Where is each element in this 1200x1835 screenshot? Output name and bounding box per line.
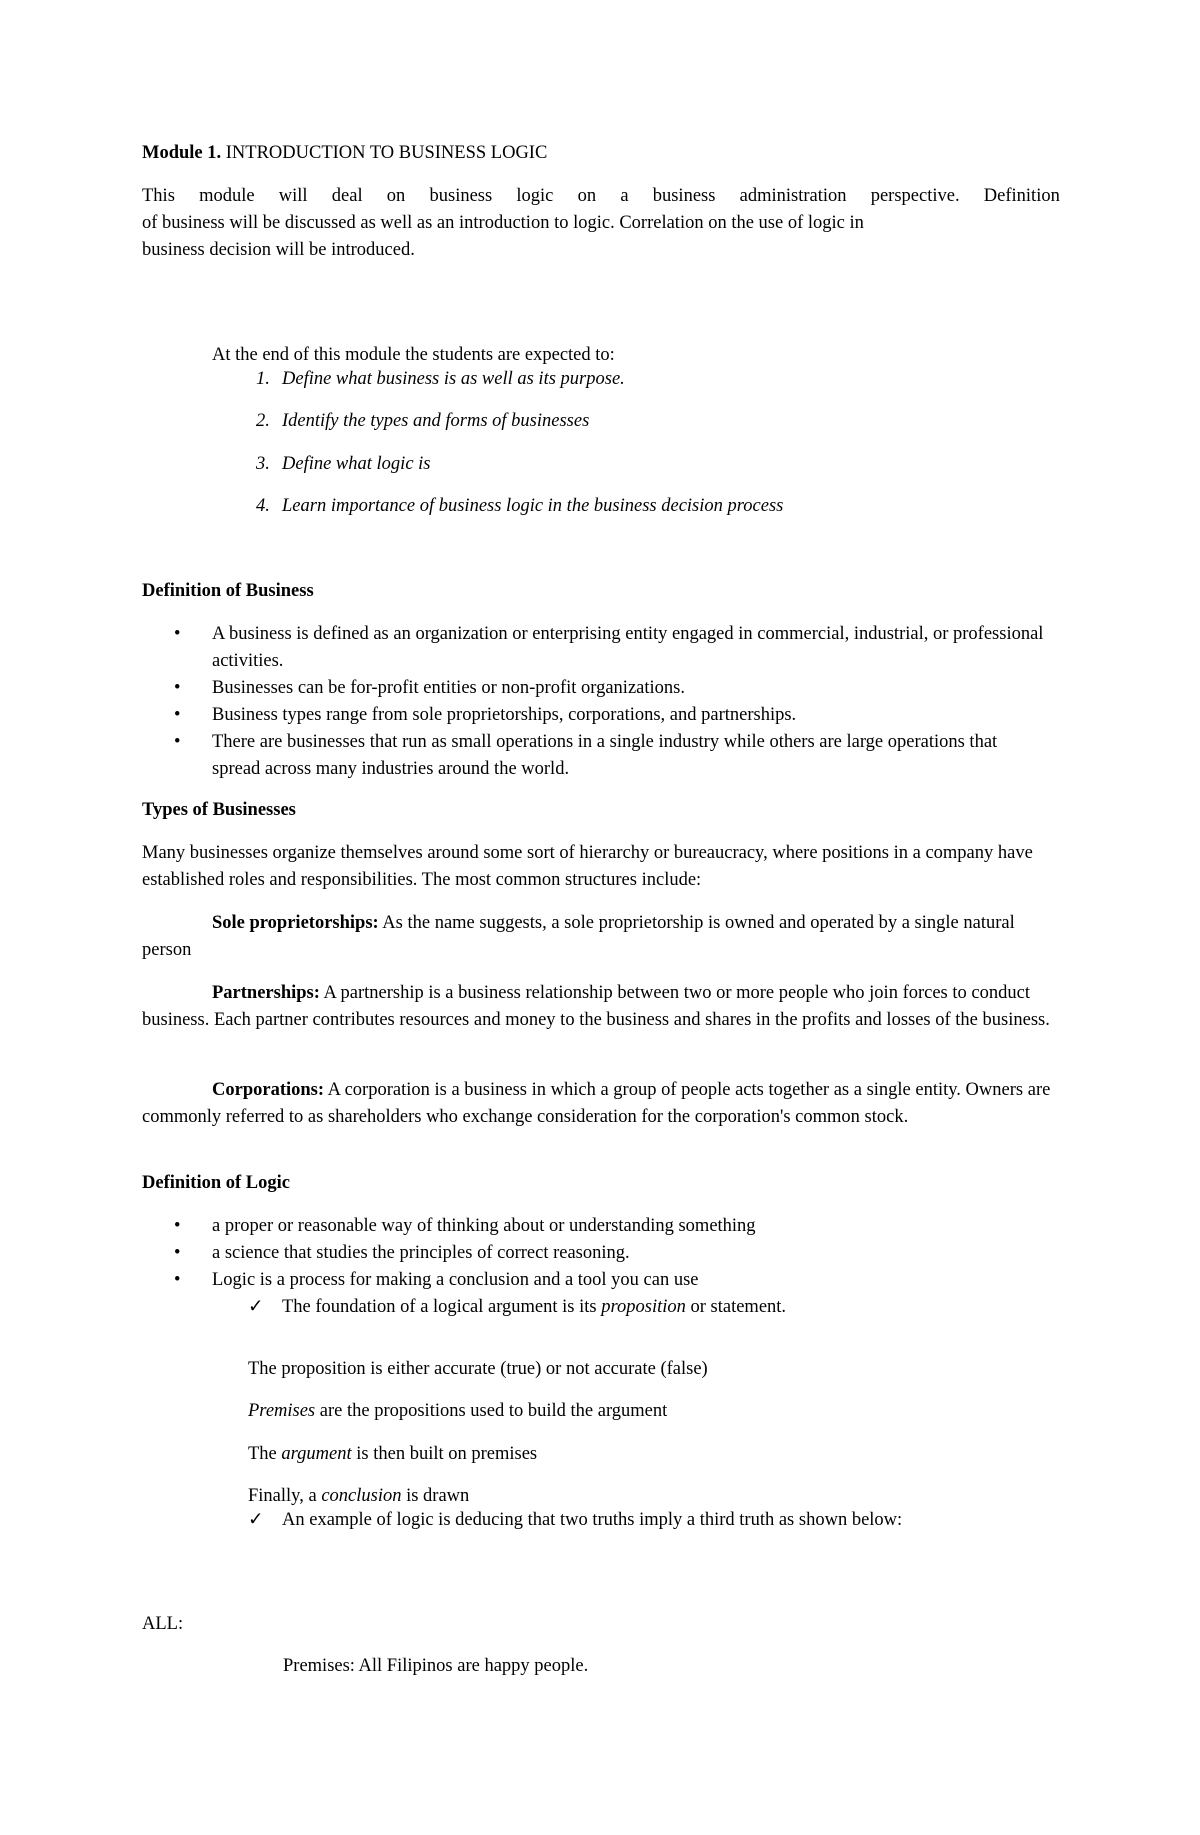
list-item: • A business is defined as an organization or enterprising entity engaged in commercial, industrial, or professional activities.: [142, 621, 1060, 675]
bullet-icon: •: [174, 1216, 181, 1236]
list-item: • Logic is a process for making a conclusion and a tool you can use: [142, 1267, 1060, 1294]
sole-proprietorship-paragraph: Sole proprietorships: As the name suggests, a sole proprietorship is owned and operated by a single natural person: [142, 913, 1015, 960]
objective-item: 1. Define what business is as well as its purpose.: [256, 369, 625, 389]
intro-word: a: [620, 186, 629, 206]
intro-word: module: [199, 186, 255, 206]
intro-word: perspective.: [870, 186, 960, 206]
intro-word: on: [577, 186, 597, 206]
document-page: Module 1. INTRODUCTION TO BUSINESS LOGIC This module will deal on business logic on a business administration perspective. Definition of business will be discussed as well as an introduction to logic. Correlation on the use of logic in business decision will be introduced. At the end of this module the students are expected to: 1. Define what business is as well as its purpose. 2. Identify the types and forms of businesses 3. Define what logic is 4. Learn importance of business logic in the business decision process Definition of Business • A business is defined as an organization or enterprising entity engaged in commercial, industrial, or professional activities. • Businesses can be for-profit entities or non-profit organizations. • Business types range from sole proprietorships, corporations, and partnerships. • There are businesses that run as small operations in a single industry while others are large operations that spread across many industries around the world. Types of Businesses Many businesses organize themselves around some sort of hierarchy or bureaucracy, where positions in a company have established roles and responsibilities. The most common structures include: Sole proprietorships: As the name suggests, a sole proprietorship is owned and operated by a single natural person Partnerships: A partnership is a business relationship between two or more people who join forces to conduct business. Each partner contributes resources and money to the business and shares in the profits and losses of the business. Corporations: A corporation is a business in which a group of people acts together as a single entity. Owners are commonly referred to as shareholders who exchange consideration for the corporation's common stock. Definition of Logic • a proper or reasonable way of thinking about or understanding something • a science that studies the principles of correct reasoning. • Logic is a process for making a conclusion and a tool you can use ✓ The foundation of a logical argument is its proposition or statement. The proposition is either accurate (true) or not accurate (false) Premises are the propositions used to build the argument The argument is then built on premises Finally, a conclusion is drawn ✓ An example of logic is deducing that two truths imply a third truth as shown below: ALL: Premises: All Filipinos are happy people.: [0, 0, 1200, 1835]
checkmark-icon: ✓: [248, 1510, 264, 1530]
list-item: • a proper or reasonable way of thinking about or understanding something: [142, 1213, 1060, 1240]
intro-word: logic: [516, 186, 554, 206]
example-premise: Premises: All Filipinos are happy people.: [283, 1655, 589, 1676]
example-label: ALL:: [142, 1613, 184, 1634]
intro-word: on: [386, 186, 406, 206]
list-item: • Business types range from sole proprietorships, corporations, and partnerships.: [142, 702, 1060, 729]
objective-item: 2. Identify the types and forms of businesses: [256, 411, 590, 431]
heading-definition-business: Definition of Business: [142, 581, 314, 601]
conclusion-line: Finally, a conclusion is drawn: [248, 1485, 470, 1506]
intro-paragraph: [142, 183, 1060, 264]
bullet-icon: •: [174, 1270, 181, 1290]
business-definition-list: [142, 621, 1060, 783]
partnership-paragraph: Partnerships: A partnership is a business relationship between two or more people who join forces to conduct business. Each partner contributes resources and money to the business and shares in the profits and losses of the business.: [142, 983, 1050, 1030]
bullet-icon: •: [174, 624, 181, 644]
intro-word: business: [652, 186, 716, 206]
bullet-icon: •: [174, 1243, 181, 1263]
intro-word: business: [429, 186, 493, 206]
intro-line-2: of business will be discussed as well as an introduction to logic. Correlation on the use of logic in: [142, 213, 864, 233]
argument-line: The argument is then built on premises: [248, 1443, 538, 1464]
types-intro: Many businesses organize themselves around some sort of hierarchy or bureaucracy, where positions in a company have established roles and responsibilities. The most common structures include:: [142, 843, 1033, 890]
list-item: • There are businesses that run as small operations in a single industry while others are large operations that spread across many industries around the world.: [142, 729, 1060, 783]
bullet-icon: •: [174, 732, 181, 752]
objective-item: 4. Learn importance of business logic in the business decision process: [256, 496, 784, 516]
intro-word: This: [142, 186, 175, 206]
objective-item: 3. Define what logic is: [256, 454, 431, 474]
premises-line: Premises are the propositions used to build the argument: [248, 1400, 668, 1421]
intro-line-1: [142, 183, 1060, 210]
list-item: • Businesses can be for-profit entities or non-profit organizations.: [142, 675, 1060, 702]
corporation-paragraph: Corporations: A corporation is a business in which a group of people acts together as a single entity. Owners are commonly referred to as shareholders who exchange consideration for the corporation's common stock.: [142, 1080, 1051, 1127]
bullet-icon: •: [174, 678, 181, 698]
module-title: Module 1. INTRODUCTION TO BUSINESS LOGIC: [142, 143, 548, 163]
intro-line-3: business decision will be introduced.: [142, 240, 415, 260]
intro-word: deal: [331, 186, 363, 206]
heading-definition-logic: Definition of Logic: [142, 1173, 290, 1193]
bullet-icon: •: [174, 705, 181, 725]
intro-word: administration: [739, 186, 847, 206]
logic-definition-list: [142, 1213, 1060, 1294]
intro-word: will: [278, 186, 308, 206]
checkmark-icon: ✓: [248, 1297, 264, 1317]
objectives-lead: At the end of this module the students are expected to:: [212, 344, 615, 365]
list-item: • a science that studies the principles of correct reasoning.: [142, 1240, 1060, 1267]
intro-word: Definition: [983, 186, 1060, 206]
proposition-line: The proposition is either accurate (true) or not accurate (false): [248, 1358, 708, 1379]
heading-types-business: Types of Businesses: [142, 800, 296, 820]
